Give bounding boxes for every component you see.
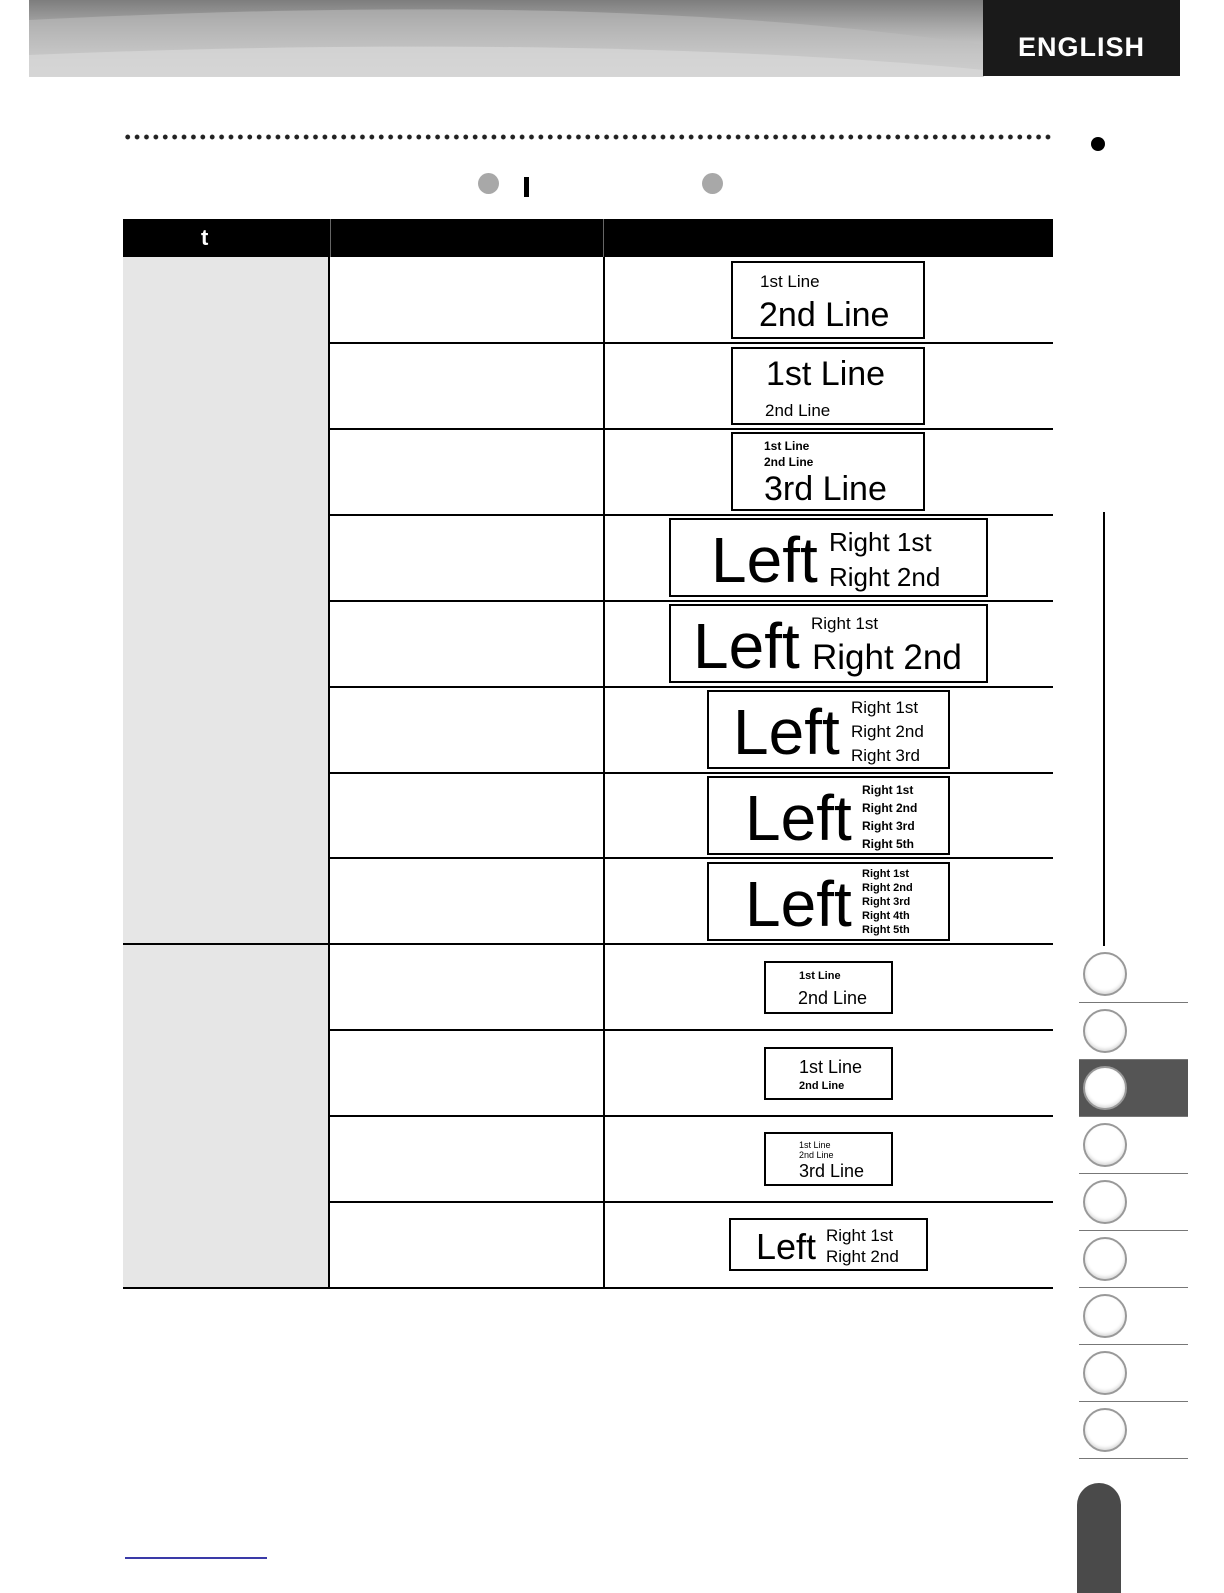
- label-line: 2nd Line: [759, 296, 890, 334]
- table-header: [123, 219, 1053, 257]
- label-line: 1st Line: [760, 272, 820, 291]
- row-divider: [330, 686, 1053, 688]
- row-divider: [330, 772, 1053, 774]
- label-line: 1st Line: [799, 970, 841, 982]
- header-swoosh: [29, 0, 984, 77]
- title-glyph: [524, 177, 529, 197]
- table-bottom-rule: [123, 1287, 1053, 1289]
- label-sample: [764, 1132, 893, 1186]
- row-divider: [330, 342, 1053, 344]
- label-line: Right 1st: [862, 868, 910, 880]
- label-left-text: Left: [733, 696, 840, 768]
- label-sample: [731, 261, 925, 339]
- label-line: 2nd Line: [799, 1080, 845, 1092]
- label-line: 1st Line: [766, 355, 886, 393]
- label-line: 3rd Line: [764, 470, 887, 508]
- row-divider: [330, 600, 1053, 602]
- label-line: 2nd Line: [799, 1150, 834, 1160]
- label-line: Right 2nd: [862, 801, 918, 815]
- label-left-text: Left: [756, 1226, 817, 1267]
- label-left-text: Left: [693, 610, 800, 682]
- header-separator: [330, 219, 331, 257]
- label-line: Right 3rd: [862, 819, 915, 833]
- chapter-tab[interactable]: [1079, 1402, 1188, 1459]
- side-rule: [1103, 512, 1105, 946]
- label-sample: [731, 347, 925, 425]
- chapter-circle-icon: [1083, 1123, 1127, 1167]
- label-sample: [669, 604, 988, 683]
- label-line: Right 5th: [862, 924, 910, 936]
- chapter-tab[interactable]: [1079, 1117, 1188, 1174]
- label-sample: [707, 776, 950, 855]
- chapter-tab[interactable]: [1079, 1288, 1188, 1345]
- tape-group-2: [123, 944, 330, 1288]
- chapter-tab-active[interactable]: [1079, 1060, 1188, 1117]
- group-divider: [123, 943, 1053, 945]
- label-line: Right 1st: [826, 1226, 894, 1245]
- chapter-circle-icon: [1083, 1180, 1127, 1224]
- label-line: Right 3rd: [851, 746, 920, 765]
- chapter-tab[interactable]: [1079, 1174, 1188, 1231]
- label-sample: [764, 961, 893, 1014]
- language-tab: ENGLISH: [983, 0, 1180, 76]
- grey-dot-icon: [478, 173, 499, 194]
- label-left-text: Left: [711, 524, 818, 596]
- footer-link[interactable]: [125, 1557, 267, 1559]
- label-left-text: Left: [745, 782, 852, 854]
- chapter-tab[interactable]: [1079, 1345, 1188, 1402]
- label-sample: [731, 432, 925, 511]
- chapter-tab[interactable]: [1079, 1231, 1188, 1288]
- label-line: 1st Line: [799, 1057, 863, 1077]
- label-sample: [669, 518, 988, 597]
- row-divider: [330, 428, 1053, 430]
- label-left-text: Left: [745, 868, 852, 940]
- section-bullet: [1091, 137, 1105, 151]
- dotted-rule: [123, 133, 1053, 141]
- chapter-circle-icon: [1083, 952, 1127, 996]
- row-divider: [330, 857, 1053, 859]
- label-sample: [764, 1047, 893, 1100]
- chapter-circle-icon: [1083, 1294, 1127, 1338]
- label-sample: [729, 1218, 928, 1271]
- label-line: Right 1st: [811, 614, 879, 633]
- chapter-circle-icon: [1083, 1351, 1127, 1395]
- header-col1: t: [201, 225, 209, 250]
- label-sample: [707, 862, 950, 941]
- label-line: Right 3rd: [862, 896, 911, 908]
- chapter-circle-icon: [1083, 1237, 1127, 1281]
- page-number-tab: [1077, 1483, 1121, 1593]
- grey-dot-icon: [702, 173, 723, 194]
- row-divider: [330, 1201, 1053, 1203]
- chapter-circle-icon: [1083, 1009, 1127, 1053]
- chapter-tab[interactable]: [1079, 1003, 1188, 1060]
- chapter-tab[interactable]: [1079, 946, 1188, 1003]
- label-line: 2nd Line: [765, 401, 831, 420]
- row-divider: [330, 1029, 1053, 1031]
- label-line: Right 1st: [829, 527, 932, 557]
- label-line: Right 5th: [862, 837, 914, 851]
- row-divider: [330, 1115, 1053, 1117]
- label-line: Right 1st: [851, 698, 919, 717]
- tape-group-1: [123, 257, 330, 944]
- label-line: Right 1st: [862, 783, 914, 797]
- label-line: 1st Line: [799, 1140, 831, 1150]
- label-line: Right 2nd: [862, 882, 913, 894]
- header-separator: [603, 219, 604, 257]
- label-line: Right 2nd: [829, 562, 941, 592]
- label-line: 3rd Line: [799, 1161, 865, 1181]
- label-line: 1st Line: [764, 439, 810, 453]
- label-line: 2nd Line: [798, 988, 868, 1008]
- row-divider: [330, 514, 1053, 516]
- label-line: 2nd Line: [764, 455, 814, 469]
- label-line: Right 2nd: [851, 722, 924, 741]
- label-line: Right 2nd: [812, 638, 962, 677]
- label-line: Right 2nd: [826, 1247, 899, 1266]
- chapter-circle-icon: [1083, 1066, 1127, 1110]
- chapter-circle-icon: [1083, 1408, 1127, 1452]
- label-sample: [707, 690, 950, 769]
- label-line: Right 4th: [862, 910, 910, 922]
